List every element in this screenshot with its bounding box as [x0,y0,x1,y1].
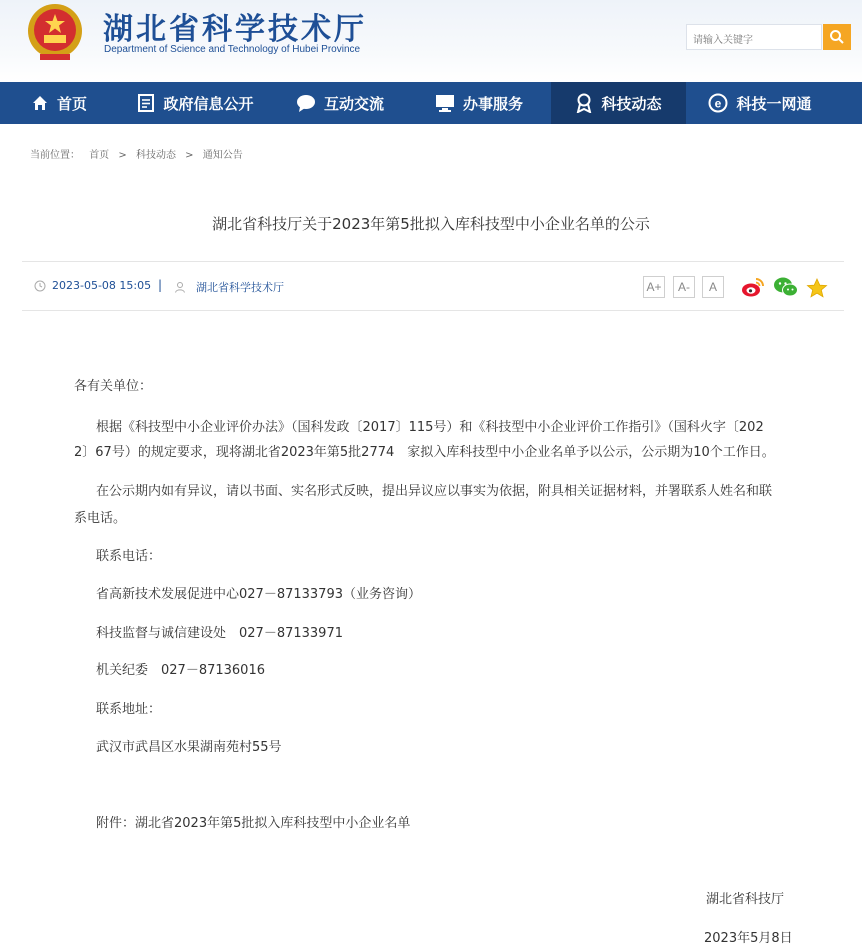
contact-line-3: 机关纪委 027－87136016 [96,663,265,678]
publish-date-text: 2023-05-08 15:05 [52,279,152,292]
chat-bubble-icon [296,94,316,112]
monitor-icon [435,94,455,112]
site-header [0,0,862,82]
weibo-icon[interactable] [741,276,765,298]
contact-title: 联系电话： [96,549,162,564]
font-increase-button[interactable]: A+ [643,276,665,298]
font-reset-button[interactable]: A [702,276,724,298]
paragraph-2-line-2: 系电话。 [74,511,127,526]
breadcrumb-separator: > [185,150,194,161]
attachment-link[interactable]: 附件：湖北省2023年第5批拟入库科技型中小企业名单 [96,816,411,831]
nav-item-label: 办事服务 [462,94,523,113]
article-meta-bar [22,261,844,311]
meta-separator: | [158,278,163,292]
nav-item-services[interactable] [407,82,551,124]
article-source [174,279,284,295]
nav-item-label: 首页 [56,94,87,113]
breadcrumb [30,146,249,161]
nav-item-label: 科技一网通 [736,94,812,113]
award-icon [575,93,593,113]
site-title[interactable]: 湖北省科学技术厅 [103,12,367,47]
wechat-icon[interactable] [773,276,799,298]
breadcrumb-home[interactable]: 首页 [89,150,110,161]
article-title: 湖北省科技厅关于2023年第5批拟入库科技型中小企业名单的公示 [212,215,650,233]
search-input[interactable]: 请输入关键字 [686,24,822,50]
search-icon [829,29,845,45]
breadcrumb-notices[interactable]: 通知公告 [202,150,243,161]
nav-item-interaction[interactable] [273,82,407,124]
nav-item-label: 互动交流 [323,94,384,113]
nav-item-label: 政府信息公开 [163,94,254,113]
site-subtitle: Department of Science and Technology of Hubei Province [104,44,361,55]
font-decrease-button[interactable]: A- [673,276,695,298]
clock-icon [34,280,46,292]
user-icon [174,281,186,293]
search-button[interactable] [823,24,851,50]
nav-item-one-net[interactable] [686,82,834,124]
e-circle-icon [708,93,728,113]
article-source-text: 湖北省科学技术厅 [196,281,284,294]
nav-item-gov-info[interactable] [118,82,273,124]
salutation: 各有关单位： [74,379,153,394]
national-emblem-icon [24,2,86,64]
paragraph-2-line-1: 在公示期内如有异议，请以书面、实名形式反映，提出异议应以事实为依据，附具相关证据材料，并署联系人姓名和联 [96,484,773,499]
publish-date [34,279,151,292]
document-list-icon [137,94,155,112]
contact-line-1: 省高新技术发展促进中心027－87133793（业务咨询） [96,587,421,602]
main-nav [0,82,862,124]
paragraph-1-line-1: 根据《科技型中小企业评价办法》（国科发政〔2017〕115号）和《科技型中小企业评价工作指引》（国科火字〔202 [96,420,764,435]
nav-item-sci-news[interactable] [551,82,686,124]
breadcrumb-prefix: 当前位置： [30,150,80,161]
breadcrumb-sci-news[interactable]: 科技动态 [135,150,176,161]
address-text: 武汉市武昌区水果湖南苑村55号 [96,740,282,755]
star-icon[interactable] [806,278,828,298]
nav-item-home[interactable] [0,82,118,124]
address-title: 联系地址： [96,702,162,717]
signature-date: 2023年5月8日 [704,931,793,946]
contact-line-2: 科技监督与诚信建设处 027－87133971 [96,626,343,641]
home-icon [31,94,49,112]
paragraph-1-line-2: 2〕67号）的规定要求，现将湖北省2023年第5批2774 家拟入库科技型中小企业名单予以公示，公示期为10个工作日。 [74,445,775,460]
svg-text:e: e [715,96,722,111]
signature-org: 湖北省科技厅 [706,892,785,907]
nav-item-label: 科技动态 [601,94,662,113]
breadcrumb-separator: > [118,150,127,161]
